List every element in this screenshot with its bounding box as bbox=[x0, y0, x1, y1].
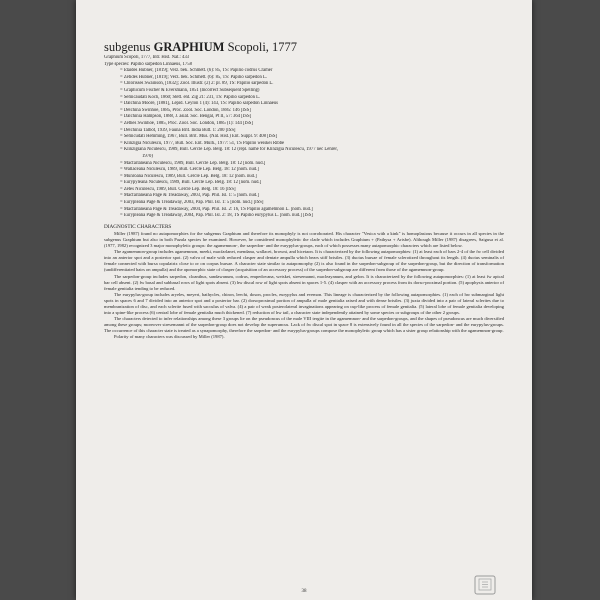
synonym-line: = Klinzigiana Niculescu, 1989, Bull. Cercle Lep. Belg. 18: 12 (repl. name for Klinzigia Niculescu, 1977 nec Lehrer, bbox=[120, 147, 338, 153]
paragraph: The sarpedon-group includes sarpedon, cloanthus, sandawanum, codrus, empedovana, weiskei, stresemanni, macleayanum, and gelon. It is characterized by the following autapomorphies: (1) at least fw apical bar cell absent. (2) fw basal and subbasal rows of light spots absent. (3) hw discal row of light spots absent in spaces 1-5. (4) clasper with an accessory process from its dorso-proximal portion. (5) apophysis anterior of female genitalia tending to be reduced. bbox=[104, 273, 504, 291]
synonym-line: = Zetes Niculescu, 1989, Bull. Cercle Lep. Belg. 18: 16 [ISS] bbox=[120, 186, 236, 192]
synonym-line: = Dalchina Moore, [1881], Lepid. Ceylon 1 (4): 143, TS: Papilio sarpedon Linnaeus bbox=[120, 101, 278, 107]
synonym-line: = Eurypleana Page & Treadaway, 2003, Pap. Phil. Isl. 1: 5 [nom. nud.] [ISS] bbox=[120, 200, 264, 206]
synonym-line: = Delchina Swinhoe, 1885, Proc. Zool. Soc. London, 1885: 146 [ISS] bbox=[120, 107, 251, 113]
page-number: 38 bbox=[301, 589, 307, 594]
subgenus-heading bbox=[104, 40, 504, 54]
synonym-line: = Macfarlaneana Niculescu, 1989, Bull. Cercle Lep. Belg. 18: 12 [nom. nud.] bbox=[120, 160, 266, 166]
paragraph: Miller (1987) found no autapomorphies for the subgenus Graphium and therefore its monophyly is not corroborated. His character "Vesica with a kink" is homoplasious because it occurs in all species in the subgenus Graphium but also in both Pazala species he examined. However, he considered monophyletic the clade which includes Graphium + (Pathysa + Arisbe). Although Miller (1987) disagrees, Saigusa et al. (1977, 1982) recognized 3 major monophyletic groups: the agamemnon-, the sarpedon- and the eurypylus-groups, each of which possesses many autapomorphic characters which are listed below. bbox=[104, 230, 504, 249]
synonym-line: = Delchinia Talbot, 1939, Fauna Brit. India Butt. 1: 200 [ISS] bbox=[120, 127, 236, 133]
section-title: DIAGNOSTIC CHARACTERS bbox=[104, 223, 172, 230]
heading-prefix: subgenus bbox=[104, 40, 154, 54]
synonym-line: = Dalchinia Hampson, 1888, J. asiat. Soc. Bengal, Pt II, 57: 364 [ISS] bbox=[120, 114, 252, 120]
synonym-line: = Macfarlaneana Page & Treadaway, 2004, Pap. Phil. Isl. 2: 16, TS Papilio agamemnon L. [nom. nud.] bbox=[120, 206, 313, 212]
synonym-line: = Klinzigia Niculescu, 1977, Bull. Soc. Ent. Mulh., 1977: 51, TS Papilio weiskei Ribbe bbox=[120, 140, 285, 146]
original-description-line: Graphium Scopoli, 1777, Intr. Hist. Nat.: 433 bbox=[104, 55, 190, 60]
synonym-line: = Semicudati Hemming, 1967, Bull. Brit. Mus. (Nat. Hist.) Ent. Suppl. 9: 408 [ISS] bbox=[120, 134, 278, 140]
library-stamp-icon bbox=[474, 575, 496, 595]
synonym-line: = Semicaudati Koch, 1860; Stett. ent. Zig 21: 231, TS: Papilio sarpedon L. bbox=[120, 94, 261, 100]
synonym-continuation: 1970) bbox=[142, 153, 153, 159]
type-species-line: Type species: Papilio sarpedon Linnaeus, 1758 bbox=[104, 61, 192, 67]
paragraph: Polarity of many characters was discussed by Miller (1987). bbox=[114, 334, 225, 340]
heading-author: Scopoli, 1777 bbox=[224, 40, 298, 54]
paragraph: The characters detected to infer relationships among these 3 groups lie on the pseudoncus of the male VIII tergite in the agamemnon- and the sarpedon-groups, and the shapes of pseudoncus are much diversified among these groups; moreover stresemanni of the sarpedon-group does not develop the superuncus. Lack of fw discal spot in space 8 is extensively found in all the species of the sarpedon- and the eurypylus-groups. The occurrence of this character state is treated as a synapomorphy, therefore the sarpedon- and the eurypylus-groups compose the monophyletic group which has a sister group relationship with the agamemnon-group. bbox=[104, 316, 504, 334]
document-page bbox=[76, 0, 532, 600]
synonym-line: = Wallaceana Niculescu, 1989, Bull. Cercle Lep. Belg. 18: 12 [nom. nud.] bbox=[120, 167, 259, 173]
synonym-line: = Graphicum Fischer & Eversmann, 1851 (Incorrect Subsequent Spelling) bbox=[120, 87, 260, 93]
synonym-line: = Macfarlaneana Page & Treadaway, 2003, Pap. Phil. Isl. 1: 5 [nom. nud.] bbox=[120, 193, 259, 199]
synonym-line: = Eurypleana Page & Treadaway, 2004, Pap. Phil. Isl. 2: 18, TS Papilio eurypylus L. [nom. nud.] [ISS] bbox=[120, 213, 313, 219]
synonym-line: = Munroana Niculescu, 1989, Bull. Cercle Lep. Belg. 18: 12 [nom. nud.] bbox=[120, 173, 257, 179]
heading-genus: GRAPHIUM bbox=[153, 40, 225, 54]
synonym-line: = Zetides Hübner, [1819]; Verz. bek. Schmett. (6): 85, TS: Papilio sarpedon L. bbox=[120, 74, 268, 80]
diagnostic-text bbox=[104, 231, 504, 341]
synonym-line: = Eurypyleana Niculescu, 1989, Bull. Cercle Lep. Belg. 18: 12 [nom. nud.] bbox=[120, 180, 262, 186]
synonym-line: = Zethes Swinhoe, 1885, Proc. Zool. Soc. London, 1885 (1): 144 [ISS] bbox=[120, 120, 253, 126]
page-content bbox=[104, 40, 504, 341]
paragraph: The eurypylus-group includes aryeles, meyeri, bathycles, chiron, leechi, doson, procles, eurypylus and evemon. This lineage is characterized by the following autapomorphies. (1) each of hw submarginal light spots in spaces 6 and 7 divided into an anterior spot and a posterior bar. (2) dorsoproximal portion of ampulla of male genitalia raised and with dense bristles. (3) juxta divided into a pair of lateral sclerites due to membranization of disc, and each sclerite fused with sacculus of valva. (4) a pair of weak posterolateral invaginations appearing on cup-like process of female genitalia. (5) lateral lobe of female genitalia developing into a spine-like process (6) central lobe of female genitalia much thickened. (7) reduction of hw tail, a character state independently attained by some species or subgroups of the other 2 groups. bbox=[104, 291, 504, 316]
synonym-list bbox=[104, 68, 504, 220]
paragraph: The agamemnon-group includes agamemnon, meeki, macfarlanei, mendana, wallacei, browni, and hicetaon. It is characterized by the following autapomorphies: (1) at least each of bars 2-4 of the fw cell divided into an anterior spot and a posterior spot. (2) valva of male with reduced clasper and dentate ampulla which bears stiff bristles. (3) ductus bursae of female sclerotized throughout its length. (4) ductus seminalis of female connected with bursa copulatrix close to or on corpus bursae. A character state similar to autapomorphy (2) is also found in the sarpedon-subgroup of the sarpedon-group, but the direction of transformation (undifferentiated hairs on ampulla) and the apomorphic state of clasper (acquisition of an accessory process) of the sarpedon-subgroup are different from those of the agamemnon-group. bbox=[104, 249, 504, 273]
synonym-line: = Chlorisses Swainson, [1832]; Zool. Illustr. (2) 2: pl. 89, TS: Papilio sarpedon L. bbox=[120, 81, 274, 87]
synonym-line: = Idaides Hübner, [1819]; Verz. bek. Schmett. (6): 85, TS: Papilio codrus Cramer bbox=[120, 68, 273, 74]
